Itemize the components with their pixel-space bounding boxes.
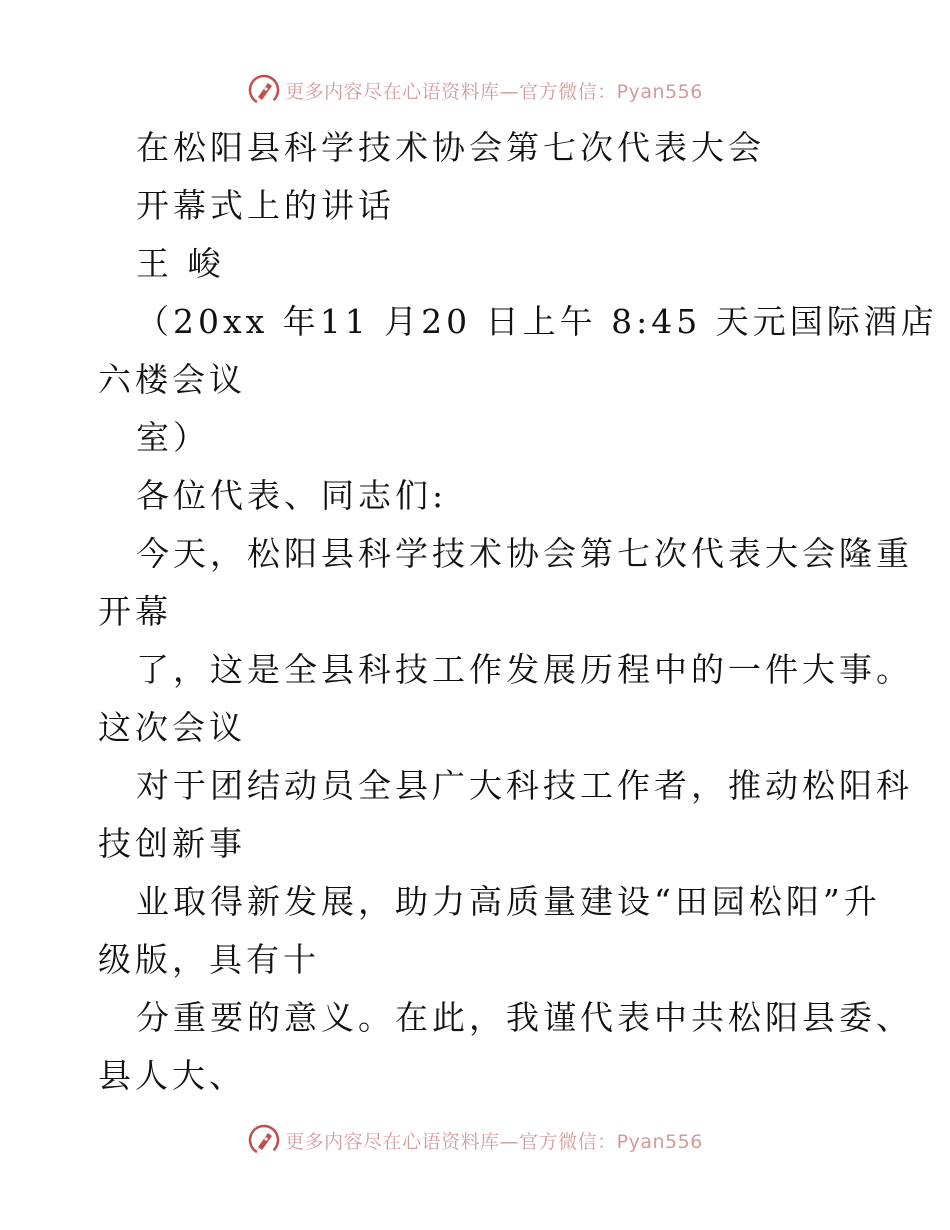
watermark-text: 更多内容尽在心语资料库—官方微信：Pyan556	[285, 80, 703, 103]
body-line: 开幕	[98, 592, 172, 631]
title-line-1: 在松阳县科学技术协会第七次代表大会	[136, 128, 765, 167]
date-location-wrap: 六楼会议	[98, 360, 246, 399]
title-line-2: 开幕式上的讲话	[136, 186, 395, 225]
date-location-line: （20xx 年11 月20 日上午 8:45 天元国际酒店	[136, 302, 938, 341]
header-watermark	[0, 70, 950, 110]
body-line: 级版，具有十	[98, 940, 320, 979]
body-line: 这次会议	[98, 708, 246, 747]
date-location-end: 室）	[136, 418, 210, 457]
body-line: 了，这是全县科技工作发展历程中的一件大事。	[136, 650, 913, 689]
body-line: 县人大、	[98, 1056, 246, 1095]
salutation: 各位代表、同志们:	[136, 476, 448, 515]
pen-nib-logo-icon	[247, 1123, 281, 1157]
body-line: 今天，松阳县科学技术协会第七次代表大会隆重	[136, 534, 913, 573]
body-line: 技创新事	[98, 824, 246, 863]
watermark-text: 更多内容尽在心语资料库—官方微信：Pyan556	[285, 1130, 703, 1153]
body-line: 分重要的意义。在此，我谨代表中共松阳县委、	[136, 998, 913, 1037]
footer-watermark	[0, 1120, 950, 1160]
pen-nib-logo-icon	[247, 73, 281, 107]
author-line: 王 峻	[136, 244, 225, 283]
body-line: 业取得新发展，助力高质量建设“田园松阳”升	[136, 882, 881, 921]
body-line: 对于团结动员全县广大科技工作者，推动松阳科	[136, 766, 913, 805]
